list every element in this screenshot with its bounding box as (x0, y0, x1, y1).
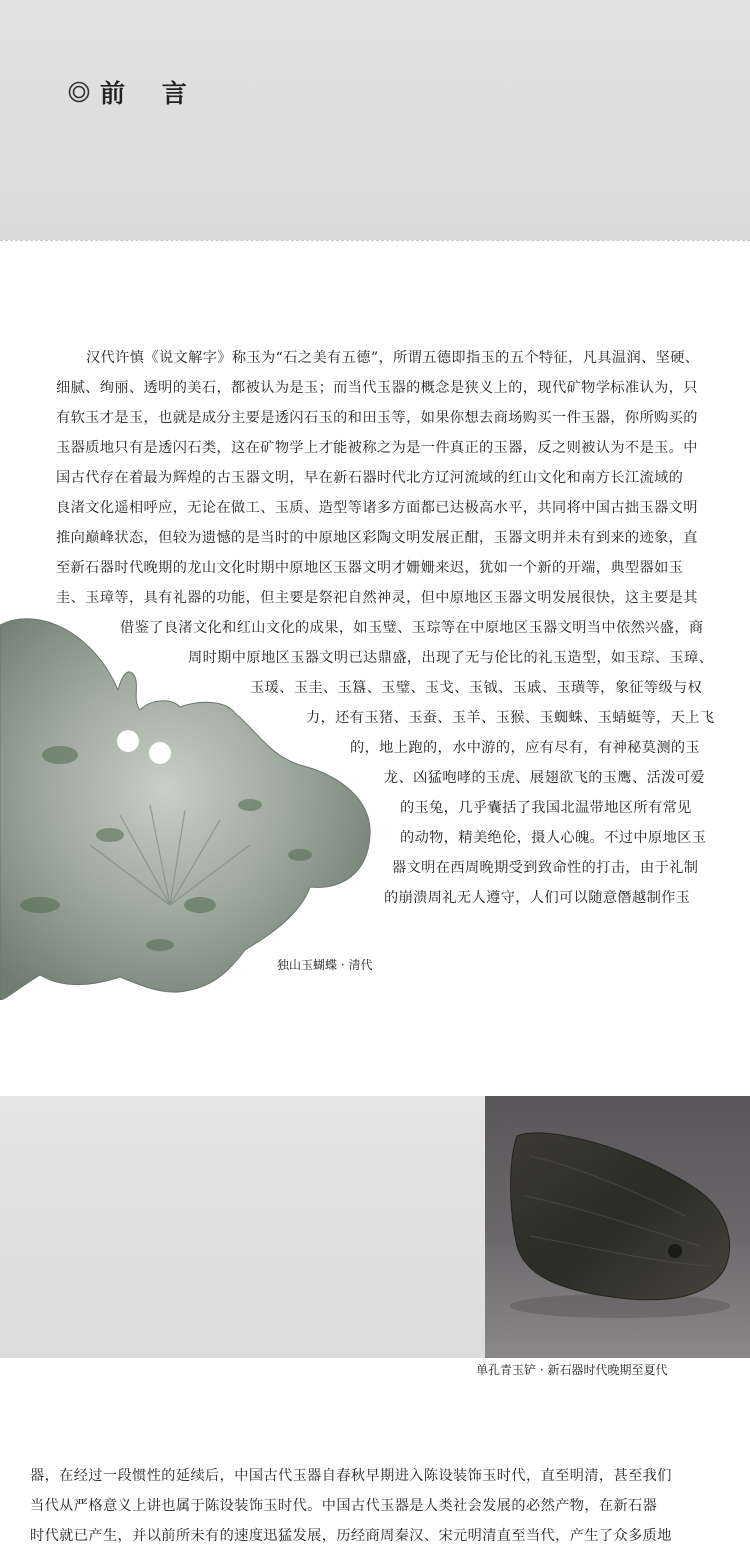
section-heading (68, 74, 201, 110)
text-line: 的玉兔，几乎囊括了我国北温带地区所有常见 (400, 800, 692, 816)
text-line: 汉代许慎《说文解字》称玉为“石之美有五德”，所谓五德即指玉的五个特征，凡具温润、坚硬、 (86, 350, 700, 366)
page-title: 前 言 (100, 79, 201, 108)
text-line: 龙、凶猛咆哮的玉虎、展翅欲飞的玉鹰、活泼可爱 (384, 770, 705, 786)
text-line: 玉器质地只有是透闪石类，这在矿物学上才能被称之为是一件真正的玉器，反之则被认为不是玉。中 (56, 440, 698, 456)
text-line: 良渚文化遥相呼应，无论在做工、玉质、造型等诸多方面都已达极高水平，共同将中国古拙玉器文明 (56, 500, 698, 516)
jade-butterfly-image (0, 605, 380, 1000)
text-line: 时代就已产生，并以前所未有的速度迅猛发展，历经商周秦汉、宋元明清直至当代，产生了众多质地 (30, 1528, 672, 1544)
bottom-band (0, 1096, 485, 1358)
text-line: 至新石器时代晚期的龙山文化时期中原地区玉器文明才姗姗来迟，犹如一个新的开端，典型器如玉 (56, 560, 684, 576)
text-line: 的崩溃周礼无人遵守，人们可以随意僭越制作玉 (384, 890, 691, 906)
image-caption: 独山玉蝴蝶 · 清代 (277, 958, 373, 972)
jade-spade-image (485, 1096, 750, 1358)
text-line: 推向巅峰状态，但较为遗憾的是当时的中原地区彩陶文明发展正酣，玉器文明并未有到来的迹象，直 (56, 530, 698, 546)
text-line: 有软玉才是玉，也就是成分主要是透闪石玉的和田玉等，如果你想去商场购买一件玉器，你所购买的 (56, 410, 698, 426)
text-line: 力，还有玉猪、玉蚕、玉羊、玉猴、玉蜘蛛、玉蜻蜓等，天上飞 (306, 710, 715, 726)
text-line: 细腻、绚丽、透明的美石，都被认为是玉；而当代玉器的概念是狭义上的，现代矿物学标准认为，只 (56, 380, 698, 396)
jade-spade-photo (485, 1096, 750, 1358)
text-line: 器文明在西周晚期受到致命性的打击，由于礼制 (392, 860, 699, 876)
text-line: 借鉴了良渚文化和红山文化的成果，如玉璧、玉琮等在中原地区玉器文明当中依然兴盛，商 (120, 620, 704, 636)
text-line: 的，地上跑的，水中游的，应有尽有，有神秘莫测的玉 (350, 740, 701, 756)
header-band (0, 0, 750, 240)
text-line: 圭、玉璋等，具有礼器的功能，但主要是祭祀自然神灵，但中原地区玉器文明发展很快，这主要是其 (56, 590, 698, 606)
double-circle-icon (68, 81, 90, 103)
text-line: 的动物，精美绝伦，摄人心魄。不过中原地区玉 (400, 830, 707, 846)
text-line: 国古代存在着最为辉煌的古玉器文明，早在新石器时代北方辽河流域的红山文化和南方长江流域的 (56, 470, 684, 486)
image-caption: 单孔青玉铲 · 新石器时代晚期至夏代 (476, 1363, 668, 1377)
divider (0, 240, 750, 241)
text-line: 当代从严格意义上讲也属于陈设装饰玉时代。中国古代玉器是人类社会发展的必然产物，在新石器 (30, 1498, 658, 1514)
text-line: 玉瑗、玉圭、玉簋、玉璧、玉戈、玉钺、玉戚、玉璜等，象征等级与权 (250, 680, 703, 696)
text-line: 器，在经过一段惯性的延续后，中国古代玉器自春秋早期进入陈设装饰玉时代，直至明清，甚至我们 (30, 1468, 672, 1484)
text-line: 周时期中原地区玉器文明已达鼎盛，出现了无与伦比的礼玉造型，如玉琮、玉璋、 (188, 650, 714, 666)
